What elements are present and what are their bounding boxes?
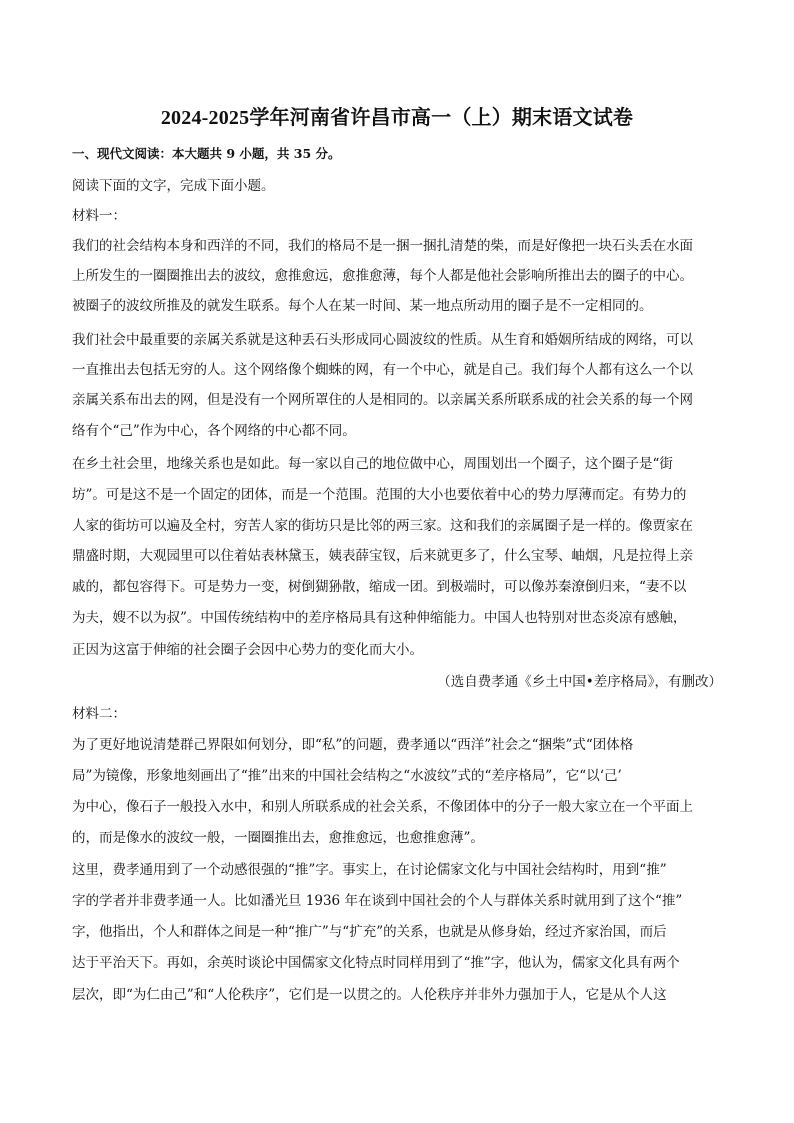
paragraph-line: 络有个“己”作为中心，各个网络的中心都不同。 [72,423,356,439]
instruction-line: 阅读下面的文字，完成下面小题。 [72,178,275,194]
paragraph-line: 我们的社会结构本身和西洋的不同，我们的格局不是一捆一捆扎清楚的柴，而是好像把一块石头丢在水面 [72,238,693,254]
material-one-heading: 材料一： [72,208,126,224]
paragraph-line: 一直推出去包括无穷的人。这个网络像个蜘蛛的网，有一个中心，就是自己。我们每个人都有这么一个以 [72,362,693,378]
paragraph-line: 为中心，像石子一般投入水中，和别人所联系成的社会关系，不像团体中的分子一般大家立在一个平面上 [72,799,693,815]
exam-title: 2024-2025学年河南省许昌市高一（上）期末语文试卷 [160,107,634,129]
paragraph-line: 被圈子的波纹所推及的就发生联系。每个人在某一时间、某一地点所动用的圈子是不一定相同的。 [72,298,653,314]
paragraph-line: 戚的，都包容得下。可是势力一变，树倒猢狲散，缩成一团。到极端时，可以像苏秦潦倒归来，“妻不以 [72,579,687,595]
source-citation: （选自费孝通《乡土中国•差序格局》，有删改） [437,674,722,690]
paragraph-line: 层次，即“为仁由己”和“人伦秩序”，它们是一以贯之的。人伦秩序并非外力强加于人，它是从个人这 [72,987,667,1003]
paragraph-line: 坊”。可是这不是一个固定的团体，而是一个范围。范围的大小也要依着中心的势力厚薄而定。有势力的 [72,487,687,503]
paragraph-line: 在乡土社会里，地缘关系也是如此。每一家以自己的地位做中心，周围划出一个圈子，这个圈子是“街 [72,456,673,472]
paragraph-line: 字的学者并非费孝通一人。比如潘光旦 1936 年在谈到中国社会的个人与群体关系时就用到了这个“推” [72,893,683,909]
paragraph-line: 正因为这富于伸缩的社会圈子会因中心势力的变化而大小。 [72,642,423,658]
paragraph-line: 的，而是像水的波纹一般，一圈圈推出去，愈推愈远，也愈推愈薄”。 [72,830,484,846]
paragraph-line: 字，他指出，个人和群体之间是一种“推广”与“扩充”的关系，也就是从修身始，经过齐家治国，而后 [72,924,667,940]
material-two-heading: 材料二： [72,706,126,722]
paragraph-line: 这里，费孝通用到了一个动感很强的“推”字。事实上，在讨论儒家文化与中国社会结构时，用到“推” [72,862,667,878]
paragraph-line: 人家的街坊可以遍及全村，穷苦人家的街坊只是比邻的两三家。这和我们的亲属圈子是一样的。像贾家在 [72,518,693,534]
paragraph-line: 上所发生的一圈圈推出去的波纹，愈推愈远，愈推愈薄，每个人都是他社会影响所推出去的圈子的中心。 [72,268,693,284]
paragraph-line: 为夫，嫂不以为叔”。中国传统结构中的差序格局具有这种伸缩能力。中国人也特别对世态炎凉有感触， [72,610,687,626]
paragraph-line: 亲属关系布出去的网，但是没有一个网所罩住的人是相同的。以亲属关系所联系成的社会关系的每一个网 [72,392,693,408]
paragraph-line: 达于平治天下。再如，余英时谈论中国儒家文化特点时同样用到了“推”字，他认为，儒家文化具有两个 [72,955,680,971]
paragraph-line: 鼎盛时期，大观园里可以住着姑表林黛玉，姨表薛宝钗，后来就更多了，什么宝琴、岫烟，凡是拉得上亲 [72,548,693,564]
paragraph-line: 我们社会中最重要的亲属关系就是这种丢石头形成同心圆波纹的性质。从生育和婚姻所结成的网络，可以 [72,332,693,348]
paragraph-line: 为了更好地说清楚群己界限如何划分，即“私”的问题，费孝通以“西洋”社会之“捆柴”式“团体格 [72,737,634,753]
section-heading: 一、现代文阅读：本大题共 9 小题，共 35 分。 [72,146,341,161]
paragraph-line: 局”为镜像，形象地刻画出了“推”出来的中国社会结构之“水波纹”式的“差序格局”，它“以‘己’ [72,768,622,784]
